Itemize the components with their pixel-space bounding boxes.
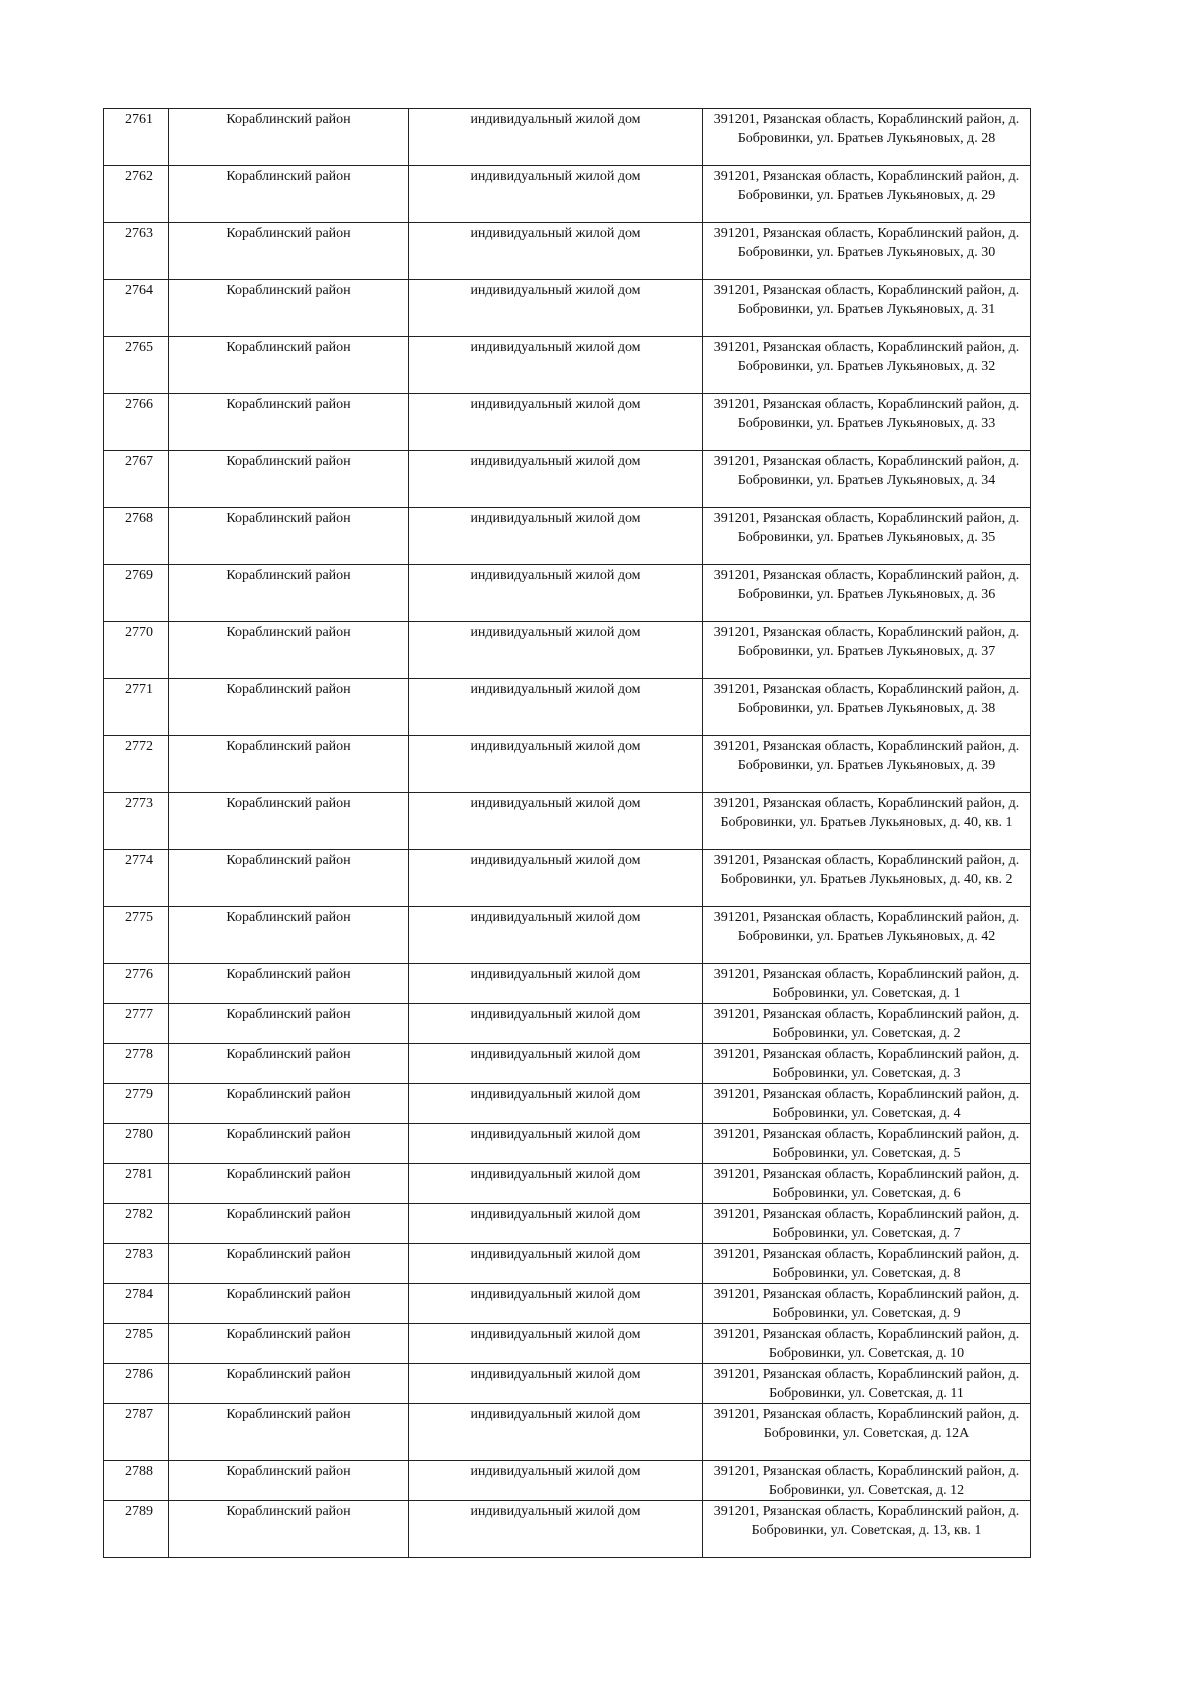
address-cell: 391201, Рязанская область, Кораблинский район, д. Бобровинки, ул. Братьев Лукьяновых, д. 29 bbox=[703, 166, 1031, 223]
object-type-cell: индивидуальный жилой дом bbox=[409, 1404, 703, 1461]
address-cell: 391201, Рязанская область, Кораблинский район, д. Бобровинки, ул. Братьев Лукьяновых, д. 35 bbox=[703, 508, 1031, 565]
address-cell: 391201, Рязанская область, Кораблинский район, д. Бобровинки, ул. Братьев Лукьяновых, д. 34 bbox=[703, 451, 1031, 508]
address-cell: 391201, Рязанская область, Кораблинский район, д. Бобровинки, ул. Советская, д. 11 bbox=[703, 1364, 1031, 1404]
object-type-cell: индивидуальный жилой дом bbox=[409, 736, 703, 793]
object-type-cell: индивидуальный жилой дом bbox=[409, 1124, 703, 1164]
address-cell: 391201, Рязанская область, Кораблинский район, д. Бобровинки, ул. Советская, д. 10 bbox=[703, 1324, 1031, 1364]
table-row bbox=[104, 337, 1031, 394]
row-number-cell: 2772 bbox=[104, 736, 169, 793]
table-row bbox=[104, 223, 1031, 280]
district-cell: Кораблинский район bbox=[169, 565, 409, 622]
object-type-cell: индивидуальный жилой дом bbox=[409, 964, 703, 1004]
object-type-cell: индивидуальный жилой дом bbox=[409, 679, 703, 736]
row-number-cell: 2779 bbox=[104, 1084, 169, 1124]
district-cell: Кораблинский район bbox=[169, 394, 409, 451]
row-number-cell: 2768 bbox=[104, 508, 169, 565]
object-type-cell: индивидуальный жилой дом bbox=[409, 166, 703, 223]
district-cell: Кораблинский район bbox=[169, 508, 409, 565]
district-cell: Кораблинский район bbox=[169, 1324, 409, 1364]
district-cell: Кораблинский район bbox=[169, 736, 409, 793]
row-number-cell: 2788 bbox=[104, 1461, 169, 1501]
table-row bbox=[104, 679, 1031, 736]
district-cell: Кораблинский район bbox=[169, 1004, 409, 1044]
district-cell: Кораблинский район bbox=[169, 1404, 409, 1461]
table-row bbox=[104, 793, 1031, 850]
table-row bbox=[104, 1124, 1031, 1164]
table-row bbox=[104, 1404, 1031, 1461]
address-cell: 391201, Рязанская область, Кораблинский район, д. Бобровинки, ул. Советская, д. 2 bbox=[703, 1004, 1031, 1044]
district-cell: Кораблинский район bbox=[169, 907, 409, 964]
object-type-cell: индивидуальный жилой дом bbox=[409, 1364, 703, 1404]
address-cell: 391201, Рязанская область, Кораблинский район, д. Бобровинки, ул. Советская, д. 7 bbox=[703, 1204, 1031, 1244]
row-number-cell: 2761 bbox=[104, 109, 169, 166]
row-number-cell: 2763 bbox=[104, 223, 169, 280]
table-row bbox=[104, 1364, 1031, 1404]
object-type-cell: индивидуальный жилой дом bbox=[409, 109, 703, 166]
table-row bbox=[104, 622, 1031, 679]
object-type-cell: индивидуальный жилой дом bbox=[409, 622, 703, 679]
district-cell: Кораблинский район bbox=[169, 280, 409, 337]
table-row bbox=[104, 850, 1031, 907]
district-cell: Кораблинский район bbox=[169, 964, 409, 1004]
district-cell: Кораблинский район bbox=[169, 1084, 409, 1124]
row-number-cell: 2780 bbox=[104, 1124, 169, 1164]
object-type-cell: индивидуальный жилой дом bbox=[409, 1461, 703, 1501]
row-number-cell: 2784 bbox=[104, 1284, 169, 1324]
table-row bbox=[104, 565, 1031, 622]
row-number-cell: 2776 bbox=[104, 964, 169, 1004]
district-cell: Кораблинский район bbox=[169, 1461, 409, 1501]
table-row bbox=[104, 166, 1031, 223]
row-number-cell: 2767 bbox=[104, 451, 169, 508]
table-row bbox=[104, 1004, 1031, 1044]
row-number-cell: 2782 bbox=[104, 1204, 169, 1244]
address-cell: 391201, Рязанская область, Кораблинский район, д. Бобровинки, ул. Советская, д. 5 bbox=[703, 1124, 1031, 1164]
district-cell: Кораблинский район bbox=[169, 1164, 409, 1204]
district-cell: Кораблинский район bbox=[169, 793, 409, 850]
address-cell: 391201, Рязанская область, Кораблинский район, д. Бобровинки, ул. Советская, д. 12А bbox=[703, 1404, 1031, 1461]
table-row bbox=[104, 1284, 1031, 1324]
table-row bbox=[104, 109, 1031, 166]
address-cell: 391201, Рязанская область, Кораблинский район, д. Бобровинки, ул. Братьев Лукьяновых, д. 37 bbox=[703, 622, 1031, 679]
address-cell: 391201, Рязанская область, Кораблинский район, д. Бобровинки, ул. Братьев Лукьяновых, д. 38 bbox=[703, 679, 1031, 736]
district-cell: Кораблинский район bbox=[169, 1124, 409, 1164]
object-type-cell: индивидуальный жилой дом bbox=[409, 1284, 703, 1324]
object-type-cell: индивидуальный жилой дом bbox=[409, 1501, 703, 1558]
district-cell: Кораблинский район bbox=[169, 451, 409, 508]
row-number-cell: 2775 bbox=[104, 907, 169, 964]
district-cell: Кораблинский район bbox=[169, 1284, 409, 1324]
district-cell: Кораблинский район bbox=[169, 1501, 409, 1558]
object-type-cell: индивидуальный жилой дом bbox=[409, 337, 703, 394]
address-cell: 391201, Рязанская область, Кораблинский район, д. Бобровинки, ул. Братьев Лукьяновых, д. 42 bbox=[703, 907, 1031, 964]
row-number-cell: 2778 bbox=[104, 1044, 169, 1084]
row-number-cell: 2781 bbox=[104, 1164, 169, 1204]
object-type-cell: индивидуальный жилой дом bbox=[409, 1004, 703, 1044]
address-cell: 391201, Рязанская область, Кораблинский район, д. Бобровинки, ул. Братьев Лукьяновых, д. 33 bbox=[703, 394, 1031, 451]
row-number-cell: 2777 bbox=[104, 1004, 169, 1044]
table-row bbox=[104, 1204, 1031, 1244]
housing-register-table bbox=[103, 108, 1031, 1558]
table-row bbox=[104, 451, 1031, 508]
row-number-cell: 2769 bbox=[104, 565, 169, 622]
row-number-cell: 2771 bbox=[104, 679, 169, 736]
address-cell: 391201, Рязанская область, Кораблинский район, д. Бобровинки, ул. Братьев Лукьяновых, д. 28 bbox=[703, 109, 1031, 166]
table-row bbox=[104, 964, 1031, 1004]
row-number-cell: 2773 bbox=[104, 793, 169, 850]
row-number-cell: 2764 bbox=[104, 280, 169, 337]
address-cell: 391201, Рязанская область, Кораблинский район, д. Бобровинки, ул. Братьев Лукьяновых, д. 30 bbox=[703, 223, 1031, 280]
object-type-cell: индивидуальный жилой дом bbox=[409, 1044, 703, 1084]
table-row bbox=[104, 280, 1031, 337]
row-number-cell: 2787 bbox=[104, 1404, 169, 1461]
address-cell: 391201, Рязанская область, Кораблинский район, д. Бобровинки, ул. Братьев Лукьяновых, д. 40, кв. 1 bbox=[703, 793, 1031, 850]
object-type-cell: индивидуальный жилой дом bbox=[409, 508, 703, 565]
object-type-cell: индивидуальный жилой дом bbox=[409, 1204, 703, 1244]
row-number-cell: 2785 bbox=[104, 1324, 169, 1364]
object-type-cell: индивидуальный жилой дом bbox=[409, 565, 703, 622]
district-cell: Кораблинский район bbox=[169, 622, 409, 679]
address-cell: 391201, Рязанская область, Кораблинский район, д. Бобровинки, ул. Советская, д. 8 bbox=[703, 1244, 1031, 1284]
table-body bbox=[104, 109, 1031, 1558]
row-number-cell: 2762 bbox=[104, 166, 169, 223]
table-row bbox=[104, 1501, 1031, 1558]
address-cell: 391201, Рязанская область, Кораблинский район, д. Бобровинки, ул. Советская, д. 12 bbox=[703, 1461, 1031, 1501]
district-cell: Кораблинский район bbox=[169, 850, 409, 907]
address-cell: 391201, Рязанская область, Кораблинский район, д. Бобровинки, ул. Советская, д. 4 bbox=[703, 1084, 1031, 1124]
object-type-cell: индивидуальный жилой дом bbox=[409, 1164, 703, 1204]
district-cell: Кораблинский район bbox=[169, 1364, 409, 1404]
object-type-cell: индивидуальный жилой дом bbox=[409, 223, 703, 280]
district-cell: Кораблинский район bbox=[169, 337, 409, 394]
table-row bbox=[104, 1084, 1031, 1124]
row-number-cell: 2789 bbox=[104, 1501, 169, 1558]
row-number-cell: 2766 bbox=[104, 394, 169, 451]
row-number-cell: 2774 bbox=[104, 850, 169, 907]
district-cell: Кораблинский район bbox=[169, 1204, 409, 1244]
object-type-cell: индивидуальный жилой дом bbox=[409, 451, 703, 508]
table-row bbox=[104, 1461, 1031, 1501]
address-cell: 391201, Рязанская область, Кораблинский район, д. Бобровинки, ул. Братьев Лукьяновых, д. 32 bbox=[703, 337, 1031, 394]
table-row bbox=[104, 907, 1031, 964]
district-cell: Кораблинский район bbox=[169, 109, 409, 166]
object-type-cell: индивидуальный жилой дом bbox=[409, 394, 703, 451]
object-type-cell: индивидуальный жилой дом bbox=[409, 1244, 703, 1284]
object-type-cell: индивидуальный жилой дом bbox=[409, 793, 703, 850]
table-row bbox=[104, 394, 1031, 451]
address-cell: 391201, Рязанская область, Кораблинский район, д. Бобровинки, ул. Советская, д. 6 bbox=[703, 1164, 1031, 1204]
table-row bbox=[104, 508, 1031, 565]
address-cell: 391201, Рязанская область, Кораблинский район, д. Бобровинки, ул. Братьев Лукьяновых, д. 39 bbox=[703, 736, 1031, 793]
object-type-cell: индивидуальный жилой дом bbox=[409, 1084, 703, 1124]
object-type-cell: индивидуальный жилой дом bbox=[409, 280, 703, 337]
district-cell: Кораблинский район bbox=[169, 166, 409, 223]
address-cell: 391201, Рязанская область, Кораблинский район, д. Бобровинки, ул. Советская, д. 1 bbox=[703, 964, 1031, 1004]
table-row bbox=[104, 1044, 1031, 1084]
object-type-cell: индивидуальный жилой дом bbox=[409, 850, 703, 907]
district-cell: Кораблинский район bbox=[169, 1244, 409, 1284]
row-number-cell: 2786 bbox=[104, 1364, 169, 1404]
address-cell: 391201, Рязанская область, Кораблинский район, д. Бобровинки, ул. Братьев Лукьяновых, д. 36 bbox=[703, 565, 1031, 622]
table-row bbox=[104, 1324, 1031, 1364]
district-cell: Кораблинский район bbox=[169, 223, 409, 280]
address-cell: 391201, Рязанская область, Кораблинский район, д. Бобровинки, ул. Братьев Лукьяновых, д. 40, кв. 2 bbox=[703, 850, 1031, 907]
row-number-cell: 2765 bbox=[104, 337, 169, 394]
object-type-cell: индивидуальный жилой дом bbox=[409, 1324, 703, 1364]
table-row bbox=[104, 1164, 1031, 1204]
district-cell: Кораблинский район bbox=[169, 1044, 409, 1084]
address-cell: 391201, Рязанская область, Кораблинский район, д. Бобровинки, ул. Братьев Лукьяновых, д. 31 bbox=[703, 280, 1031, 337]
table-row bbox=[104, 736, 1031, 793]
object-type-cell: индивидуальный жилой дом bbox=[409, 907, 703, 964]
row-number-cell: 2783 bbox=[104, 1244, 169, 1284]
table-row bbox=[104, 1244, 1031, 1284]
district-cell: Кораблинский район bbox=[169, 679, 409, 736]
row-number-cell: 2770 bbox=[104, 622, 169, 679]
address-cell: 391201, Рязанская область, Кораблинский район, д. Бобровинки, ул. Советская, д. 3 bbox=[703, 1044, 1031, 1084]
address-cell: 391201, Рязанская область, Кораблинский район, д. Бобровинки, ул. Советская, д. 9 bbox=[703, 1284, 1031, 1324]
address-cell: 391201, Рязанская область, Кораблинский район, д. Бобровинки, ул. Советская, д. 13, кв. 1 bbox=[703, 1501, 1031, 1558]
